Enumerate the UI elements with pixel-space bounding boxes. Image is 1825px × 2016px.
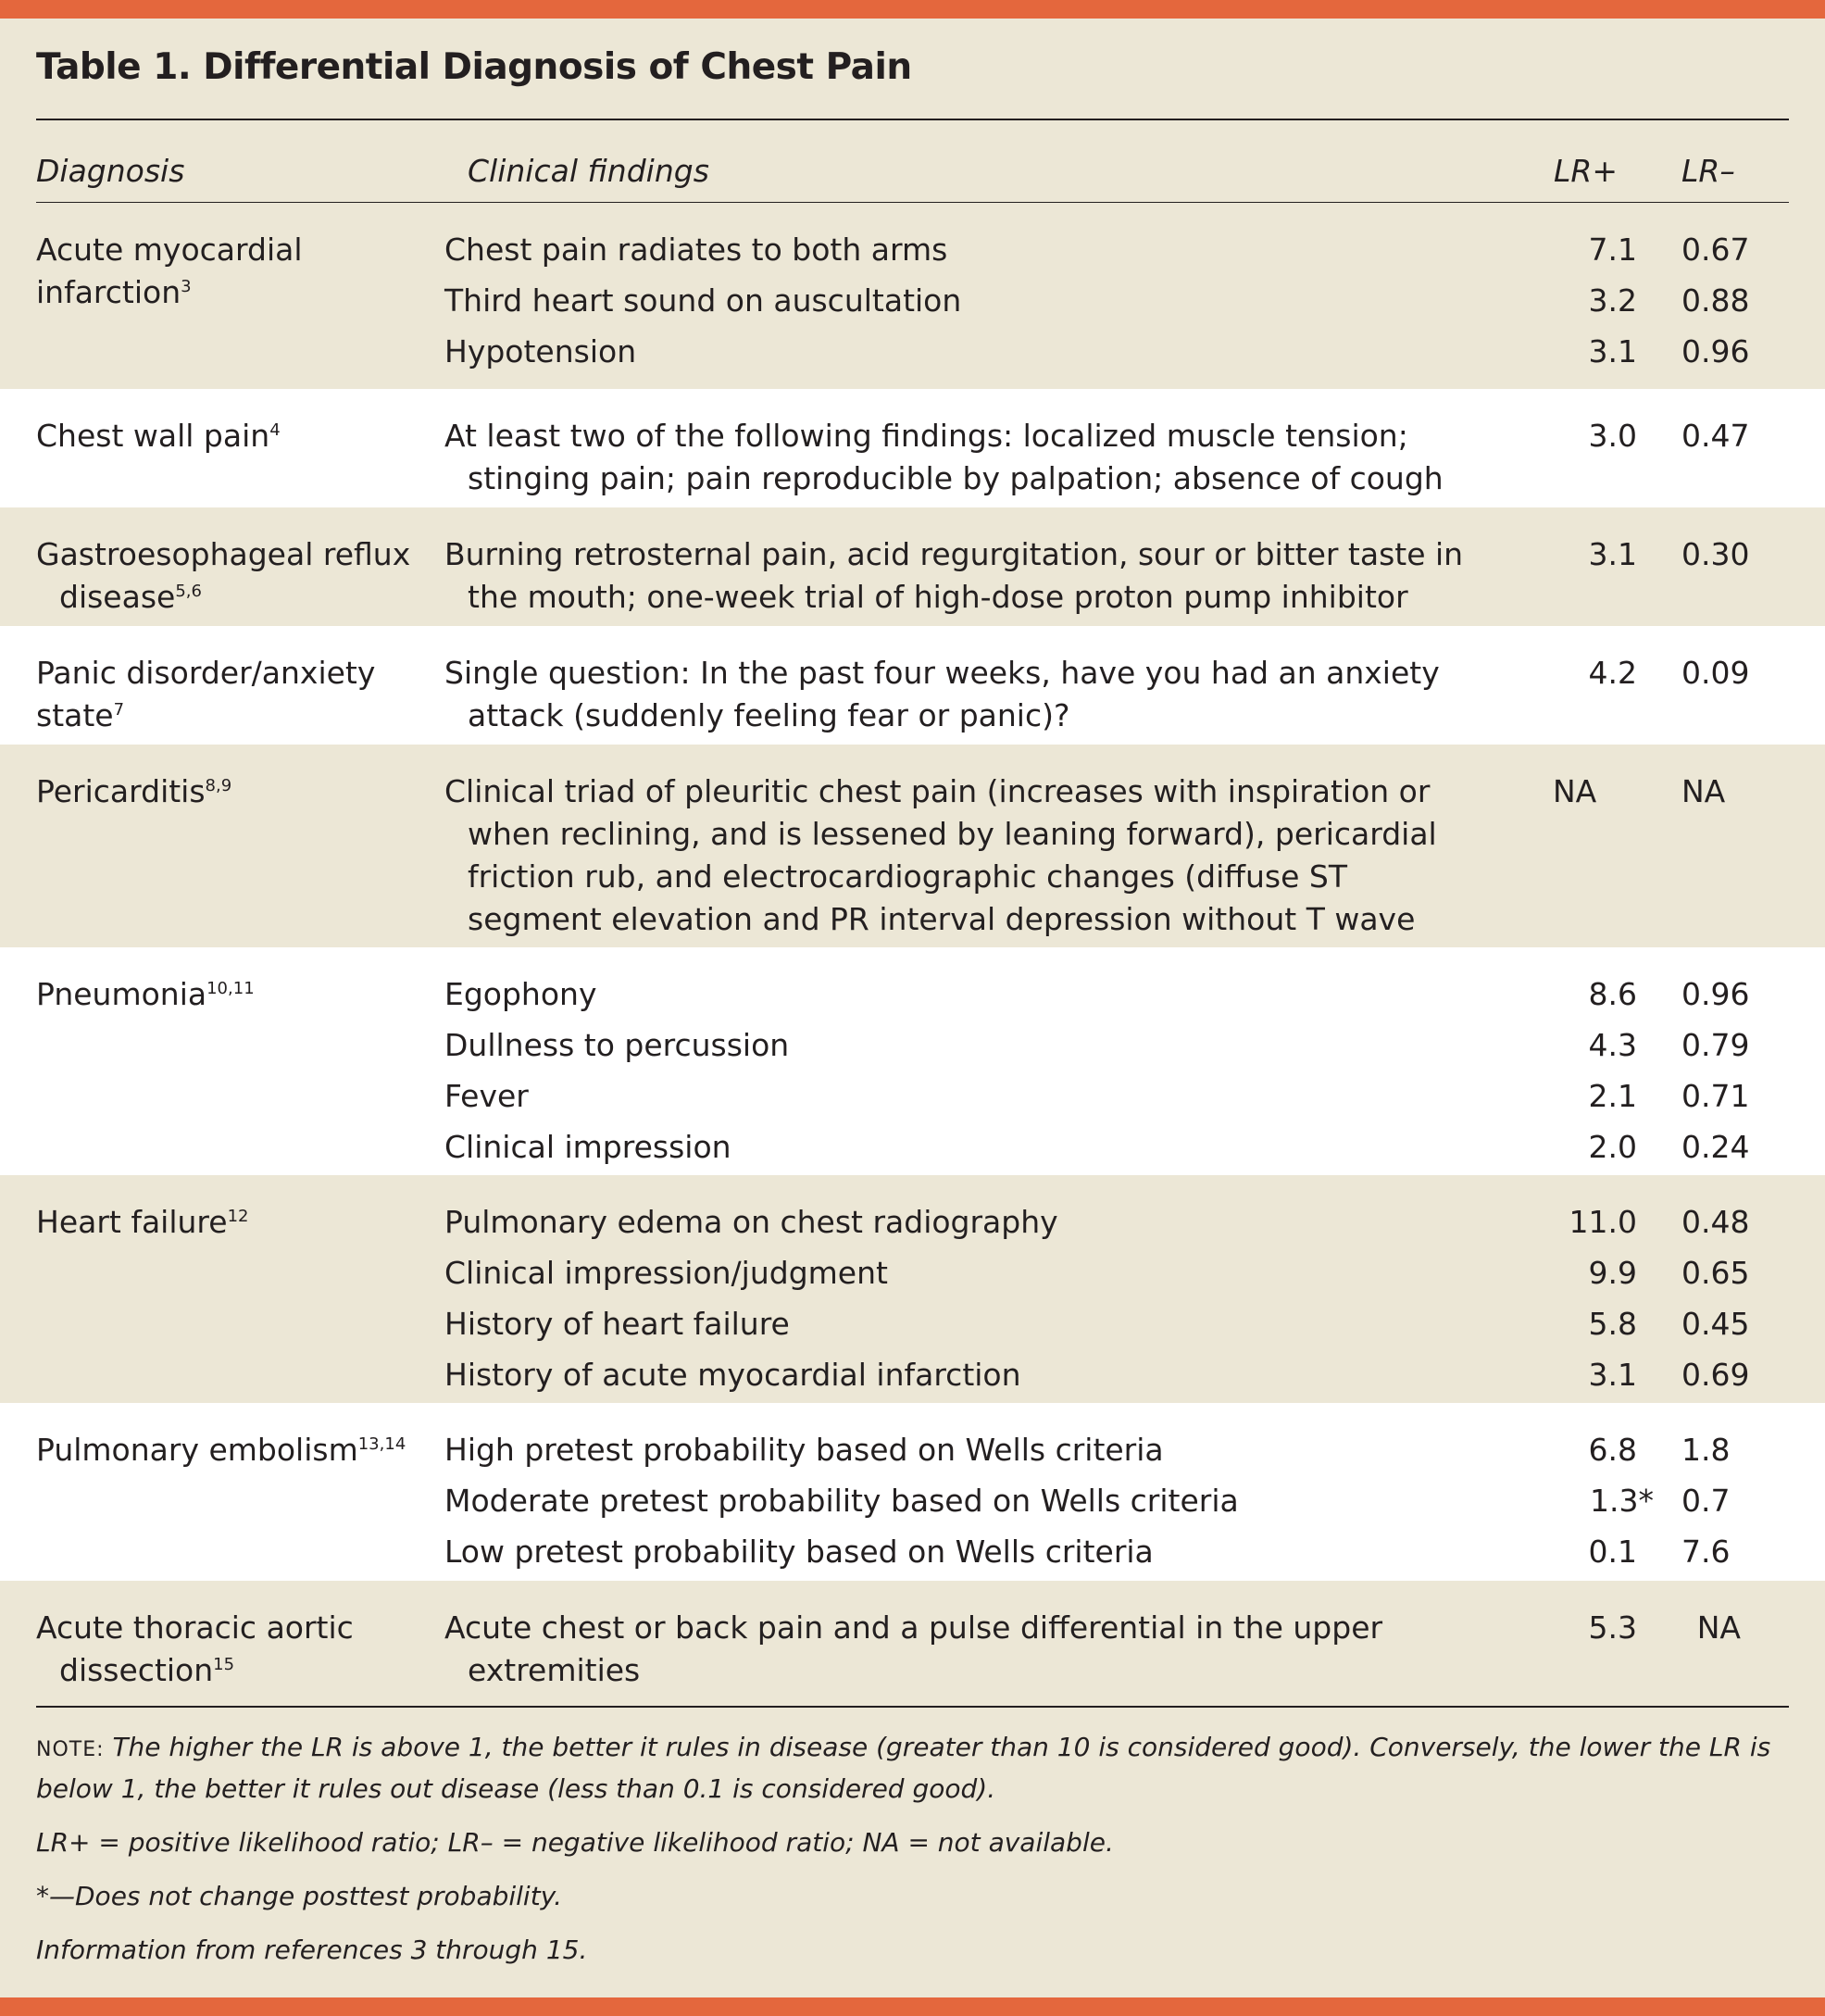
- asterisk-footnote: *—Does not change posttest probability.: [36, 1881, 562, 1911]
- reference-superscript: 4: [269, 420, 281, 440]
- diagnosis-name: Chest wall pain: [36, 418, 270, 454]
- lr-negative-value: NA: [1681, 773, 1726, 809]
- clinical-finding: Pulmonary edema on chest radiography: [444, 1204, 1058, 1240]
- table-row: [0, 1354, 1825, 1405]
- note-text: The higher the LR is above 1, the better it rules in disease (greater than 10 is considered good). Conversely, the lower the LR is below 1, the better it rules out disease (less than 0.1 is considered good).: [36, 1732, 1771, 1804]
- header-lr-positive: LR+: [1554, 153, 1618, 189]
- diagnosis-group: [0, 947, 1825, 1175]
- diagnosis-name: Panic disorder/anxiety state: [36, 655, 376, 733]
- reference-superscript: 5,6: [175, 582, 202, 601]
- clinical-finding: Single question: In the past four weeks, have you had an anxiety attack (suddenly feeling fear or panic)?: [444, 655, 1440, 733]
- lr-positive-value: 2.1: [1588, 1078, 1637, 1114]
- table-row: [0, 331, 1825, 382]
- reference-superscript: 10,11: [206, 979, 255, 998]
- lr-positive-value: 9.9: [1588, 1255, 1637, 1291]
- lr-negative-value: 0.67: [1681, 232, 1750, 268]
- table-notes: [36, 1728, 1791, 1985]
- lr-positive-value: 3.1: [1588, 333, 1637, 369]
- table-title: Table 1. Differential Diagnosis of Chest Pain: [36, 46, 912, 88]
- lr-negative-value: 0.65: [1681, 1255, 1750, 1291]
- diagnosis-name-tail: disease: [59, 579, 176, 615]
- table-row: [0, 1607, 1825, 1692]
- lr-negative-value: 0.96: [1681, 976, 1750, 1012]
- header-clinical-findings: Clinical findings: [468, 153, 709, 189]
- table-row: [0, 280, 1825, 331]
- clinical-finding: Third heart sound on auscultation: [444, 282, 962, 319]
- diagnosis-group: [0, 203, 1825, 389]
- reference-superscript: 8,9: [205, 776, 232, 795]
- table-row: [0, 1201, 1825, 1252]
- lr-positive-value: NA: [1553, 773, 1597, 809]
- lr-negative-value: 0.69: [1681, 1357, 1750, 1393]
- lr-positive-value: 11.0: [1569, 1204, 1637, 1240]
- clinical-finding: Egophony: [444, 976, 597, 1012]
- header-diagnosis: Diagnosis: [36, 153, 185, 189]
- table-row: [0, 1024, 1825, 1075]
- lr-negative-value: 0.48: [1681, 1204, 1750, 1240]
- clinical-finding: Chest pain radiates to both arms: [444, 232, 948, 268]
- clinical-finding: Clinical impression/judgment: [444, 1255, 888, 1291]
- table-row: [0, 1531, 1825, 1582]
- lr-positive-value: 4.2: [1588, 655, 1637, 691]
- clinical-finding: Acute chest or back pain and a pulse differential in the upper extremities: [444, 1609, 1383, 1688]
- table-row: [0, 1429, 1825, 1480]
- lr-positive-value: 3.2: [1588, 282, 1637, 319]
- lr-negative-value: 0.79: [1681, 1027, 1750, 1063]
- table-row: [0, 973, 1825, 1024]
- clinical-finding: Moderate pretest probability based on Wells criteria: [444, 1483, 1239, 1519]
- clinical-finding: High pretest probability based on Wells criteria: [444, 1432, 1164, 1468]
- lr-positive-value: 5.3: [1588, 1609, 1637, 1646]
- table-row: [0, 1480, 1825, 1531]
- lr-negative-value: 0.45: [1681, 1306, 1750, 1342]
- clinical-finding: Clinical impression: [444, 1129, 731, 1165]
- clinical-finding: Hypotension: [444, 333, 637, 369]
- diagnosis-group: [0, 507, 1825, 626]
- table-row: [0, 1303, 1825, 1354]
- lr-negative-value: 0.96: [1681, 333, 1750, 369]
- lr-positive-value: 0.1: [1588, 1534, 1637, 1570]
- lr-negative-value: NA: [1696, 1609, 1741, 1646]
- diagnosis-name: Pneumonia: [36, 976, 207, 1012]
- top-accent-bar: [0, 0, 1825, 19]
- diagnosis-name: Pericarditis: [36, 773, 206, 809]
- header-lr-negative: LR–: [1681, 153, 1735, 189]
- footer-rule: [36, 1706, 1789, 1708]
- lr-negative-value: 0.47: [1681, 418, 1750, 454]
- reference-superscript: 13,14: [357, 1434, 406, 1454]
- lr-positive-value: 7.1: [1588, 232, 1637, 268]
- table-row: [0, 652, 1825, 737]
- lr-negative-value: 0.71: [1681, 1078, 1750, 1114]
- clinical-finding: Burning retrosternal pain, acid regurgitation, sour or bitter taste in the mouth; one-week trial of high-dose proton pump inhibitor: [444, 536, 1464, 615]
- table-row: [0, 1126, 1825, 1177]
- lr-positive-value: 2.0: [1588, 1129, 1637, 1165]
- lr-positive-value: 3.0: [1588, 418, 1637, 454]
- diagnosis-name: Gastroesophageal reflux: [36, 536, 411, 572]
- table-row: [0, 1075, 1825, 1126]
- lr-negative-value: 1.8: [1681, 1432, 1731, 1468]
- note-label: NOTE:: [36, 1738, 105, 1761]
- clinical-finding: Clinical triad of pleuritic chest pain (increases with inspiration or when reclining, and is lessened by leaning forward), pericardial friction rub, and electrocardiographic changes (diffuse ST segment elevation and PR interval depression without T wave: [444, 773, 1437, 937]
- lr-negative-value: 0.88: [1681, 282, 1750, 319]
- source-note: Information from references 3 through 15.: [36, 1935, 588, 1965]
- lr-positive-value: 3.1: [1588, 1357, 1637, 1393]
- diagnosis-group: [0, 1175, 1825, 1403]
- clinical-finding: Low pretest probability based on Wells criteria: [444, 1534, 1154, 1570]
- note-paragraph: [36, 1728, 1791, 1809]
- lr-negative-value: 0.24: [1681, 1129, 1750, 1165]
- diagnosis-name: Pulmonary embolism: [36, 1432, 358, 1468]
- diagnosis-name: Acute myocardial infarction: [36, 232, 303, 310]
- lr-negative-value: 0.7: [1681, 1483, 1731, 1519]
- lr-positive-value: 4.3: [1588, 1027, 1637, 1063]
- title-rule: [36, 119, 1789, 120]
- lr-positive-value: 3.1: [1588, 536, 1637, 572]
- table-row: [0, 1252, 1825, 1303]
- clinical-finding: Fever: [444, 1078, 529, 1114]
- lr-negative-value: 7.6: [1681, 1534, 1731, 1570]
- lr-positive-value: 6.8: [1588, 1432, 1637, 1468]
- reference-superscript: 3: [181, 277, 192, 296]
- diagnosis-group: [0, 745, 1825, 947]
- diagnosis-group: [0, 389, 1825, 507]
- diagnosis-name: Heart failure: [36, 1204, 228, 1240]
- diagnosis-group: [0, 626, 1825, 745]
- lr-negative-value: 0.30: [1681, 536, 1750, 572]
- diagnosis-name-tail: dissection: [59, 1652, 214, 1688]
- reference-superscript: 7: [113, 700, 125, 720]
- lr-negative-value: 0.09: [1681, 655, 1750, 691]
- diagnosis-group: [0, 1581, 1825, 1706]
- lr-positive-value: 1.3*: [1590, 1483, 1654, 1519]
- clinical-finding: History of heart failure: [444, 1306, 790, 1342]
- reference-superscript: 15: [213, 1655, 235, 1674]
- clinical-finding: At least two of the following findings: localized muscle tension; stinging pain; pain reproducible by palpation; absence of cough: [444, 418, 1444, 496]
- reference-superscript: 12: [227, 1207, 249, 1226]
- lr-positive-value: 5.8: [1588, 1306, 1637, 1342]
- diagnosis-name: Acute thoracic aortic: [36, 1609, 354, 1646]
- clinical-finding: History of acute myocardial infarction: [444, 1357, 1021, 1393]
- table-row: [0, 415, 1825, 500]
- diagnosis-group: [0, 1403, 1825, 1581]
- bottom-accent-bar: [0, 1997, 1825, 2016]
- table-row: [0, 229, 1825, 280]
- lr-positive-value: 8.6: [1588, 976, 1637, 1012]
- table-body: [0, 203, 1825, 1706]
- abbreviations-note: LR+ = positive likelihood ratio; LR– = negative likelihood ratio; NA = not available.: [36, 1827, 1114, 1858]
- clinical-finding: Dullness to percussion: [444, 1027, 790, 1063]
